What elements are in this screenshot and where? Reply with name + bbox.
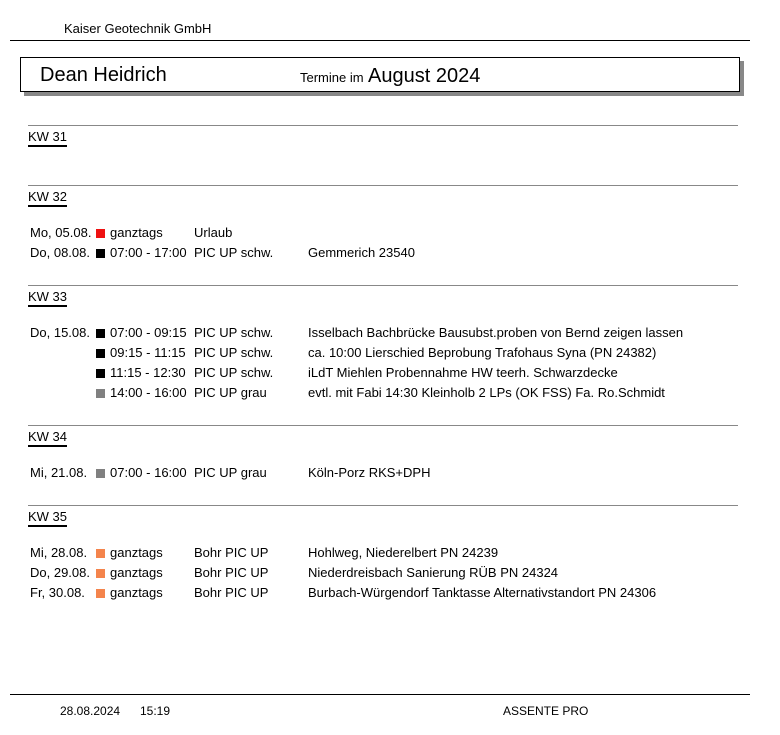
appointment-type: PIC UP schw. (194, 325, 274, 340)
week-section (28, 285, 738, 307)
person-name: Dean Heidrich (40, 64, 167, 86)
appointment-description: Burbach-Würgendorf Tanktasse Alternativstandort PN 24306 (308, 585, 657, 600)
appointment-date: Fr, 30.08. (30, 585, 85, 600)
appointment-description: Isselbach Bachbrücke Bausubst.proben von Bernd zeigen lassen (308, 325, 684, 340)
title-box (20, 57, 740, 92)
appointment-time: ganztags (110, 225, 163, 240)
appointment-date: Mi, 21.08. (30, 465, 88, 480)
appointment-type: PIC UP schw. (194, 245, 274, 260)
appointment-date: Do, 15.08. (30, 325, 90, 340)
category-color-icon (96, 329, 105, 338)
week-label: KW 35 (28, 509, 67, 527)
appointment-description: Köln-Porz RKS+DPH (308, 465, 431, 480)
week-section (28, 185, 738, 207)
category-color-icon (96, 569, 105, 578)
category-color-icon (96, 549, 105, 558)
appointment-time: 09:15 - 11:15 (110, 345, 186, 360)
appointment-time: ganztags (110, 545, 163, 560)
week-section (28, 125, 738, 147)
week-section (28, 505, 738, 527)
week-divider (28, 285, 738, 286)
appointment-date: Mi, 28.08. (30, 545, 88, 560)
print-time: 15:19 (140, 704, 171, 718)
category-color-icon (96, 589, 105, 598)
category-color-icon (96, 249, 105, 258)
appointment-description: Hohlweg, Niederelbert PN 24239 (308, 545, 499, 560)
footer-divider (10, 694, 750, 695)
appointment-time: ganztags (110, 585, 163, 600)
week-label: KW 34 (28, 429, 67, 447)
appointment-description: iLdT Miehlen Probennahme HW teerh. Schwarzdecke (308, 365, 618, 380)
appointment-date: Mo, 05.08. (30, 225, 92, 240)
week-label: KW 31 (28, 129, 67, 147)
appointment-type: Bohr PIC UP (194, 565, 269, 580)
appointment-date: Do, 08.08. (30, 245, 90, 260)
report-subtitle (300, 65, 480, 88)
appointment-description: Gemmerich 23540 (308, 245, 415, 260)
header-divider (10, 40, 750, 41)
appointment-type: PIC UP grau (194, 385, 267, 400)
week-section (28, 425, 738, 447)
appointment-type: Bohr PIC UP (194, 545, 269, 560)
appointment-time: 07:00 - 17:00 (110, 245, 187, 260)
appointment-description: evtl. mit Fabi 14:30 Kleinholb 2 LPs (OK FSS) Fa. Ro.Schmidt (308, 385, 665, 400)
appointment-time: ganztags (110, 565, 163, 580)
appointment-type: PIC UP schw. (194, 365, 274, 380)
category-color-icon (96, 389, 105, 398)
week-divider (28, 425, 738, 426)
appointment-time: 07:00 - 09:15 (110, 325, 187, 340)
appointment-time: 14:00 - 16:00 (110, 385, 187, 400)
appointment-description: Niederdreisbach Sanierung RÜB PN 24324 (308, 565, 559, 580)
appointment-time: 07:00 - 16:00 (110, 465, 187, 480)
appointment-date: Do, 29.08. (30, 565, 90, 580)
appointment-type: PIC UP grau (194, 465, 267, 480)
week-label: KW 33 (28, 289, 67, 307)
appointment-time: 11:15 - 12:30 (110, 365, 186, 380)
subtitle-prefix: Termine im (300, 70, 364, 85)
appointment-type: Urlaub (194, 225, 233, 240)
category-color-icon (96, 469, 105, 478)
print-date: 28.08.2024 (60, 704, 121, 718)
appointment-type: PIC UP schw. (194, 345, 274, 360)
week-divider (28, 125, 738, 126)
report-month: August 2024 (368, 65, 481, 87)
appointment-type: Bohr PIC UP (194, 585, 269, 600)
week-divider (28, 185, 738, 186)
appointment-description: ca. 10:00 Lierschied Beprobung Trafohaus Syna (PN 24382) (308, 345, 657, 360)
week-divider (28, 505, 738, 506)
category-color-icon (96, 229, 105, 238)
company-name: Kaiser Geotechnik GmbH (64, 21, 212, 36)
category-color-icon (96, 349, 105, 358)
category-color-icon (96, 369, 105, 378)
week-label: KW 32 (28, 189, 67, 207)
app-name: ASSENTE PRO (503, 704, 589, 718)
